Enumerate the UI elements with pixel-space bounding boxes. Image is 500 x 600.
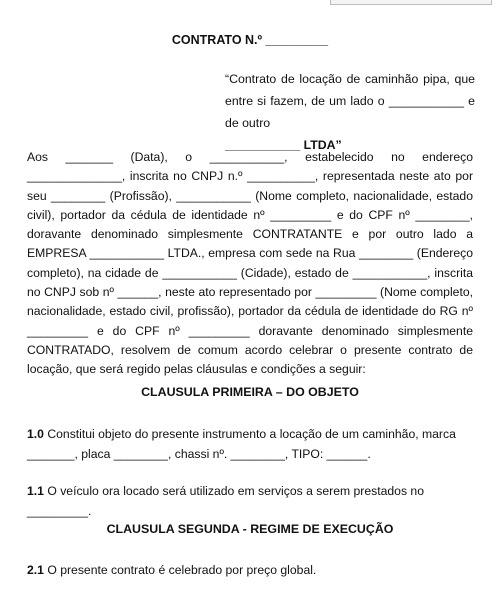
contract-title: CONTRATO N.º _________ (171, 33, 329, 47)
clause-2-1-text: O presente contrato é celebrado por preço global. (47, 563, 317, 577)
clause-1-0 (27, 424, 473, 464)
clause-1-0-text: Constitui objeto do presente instrumento a locação de um caminhão, marca _______, placa ________, chassi nº. ________, TIPO: ______. (27, 427, 456, 461)
clause-1-1-text: O veículo ora locado será utilizado em serviços a serem prestados no _________. (27, 484, 424, 518)
clause-1-0-number: 1.0 (27, 427, 44, 441)
abstract-line-2: ___________ LTDA” (225, 138, 342, 152)
clause-2-1-number: 2.1 (27, 563, 44, 577)
clause-1-1-number: 1.1 (27, 484, 44, 498)
top-right-box (330, 0, 492, 5)
clause-1-1 (27, 481, 473, 521)
clause-2-heading: CLAUSULA SEGUNDA - REGIME DE EXECUÇÃO (106, 522, 394, 536)
abstract-line-1: “Contrato de locação de caminhão pipa, que entre si fazem, de um lado o ___________ e de outro (225, 72, 475, 130)
clause-1-heading: CLAUSULA PRIMEIRA – DO OBJETO (141, 385, 359, 399)
intro-paragraph: Aos _______ (Data), o ___________, estabelecido no endereço ______________, inscrita no CNPJ n.º __________, representada neste ato por seu ________ (Profissão), ___________ (Nome completo, nacionalidade, estado civil), portador da cédula de identidade nº _________ e do CPF nº ________, doravante denominado simplesmente CONTRATANTE e por outro lado a EMPRESA ___________ LTDA., empresa com sede na Rua ________ (Endereço completo), na cidade de ___________ (Cidade), estado de ___________, inscrita no CNPJ sob nº ______, neste ato representado por _________ (Nome completo, nacionalidade, estado civil, profissão), portador da cédula de identidade do RG nº _________ e do CPF nº _________ doravante denominado simplesmente CONTRATADO, resolvem de comum acordo celebrar o presente contrato de locação, que será regido pelas cláusulas e condições a seguir: (27, 150, 473, 377)
clause-2-1 (27, 560, 473, 580)
contract-abstract (225, 68, 475, 156)
